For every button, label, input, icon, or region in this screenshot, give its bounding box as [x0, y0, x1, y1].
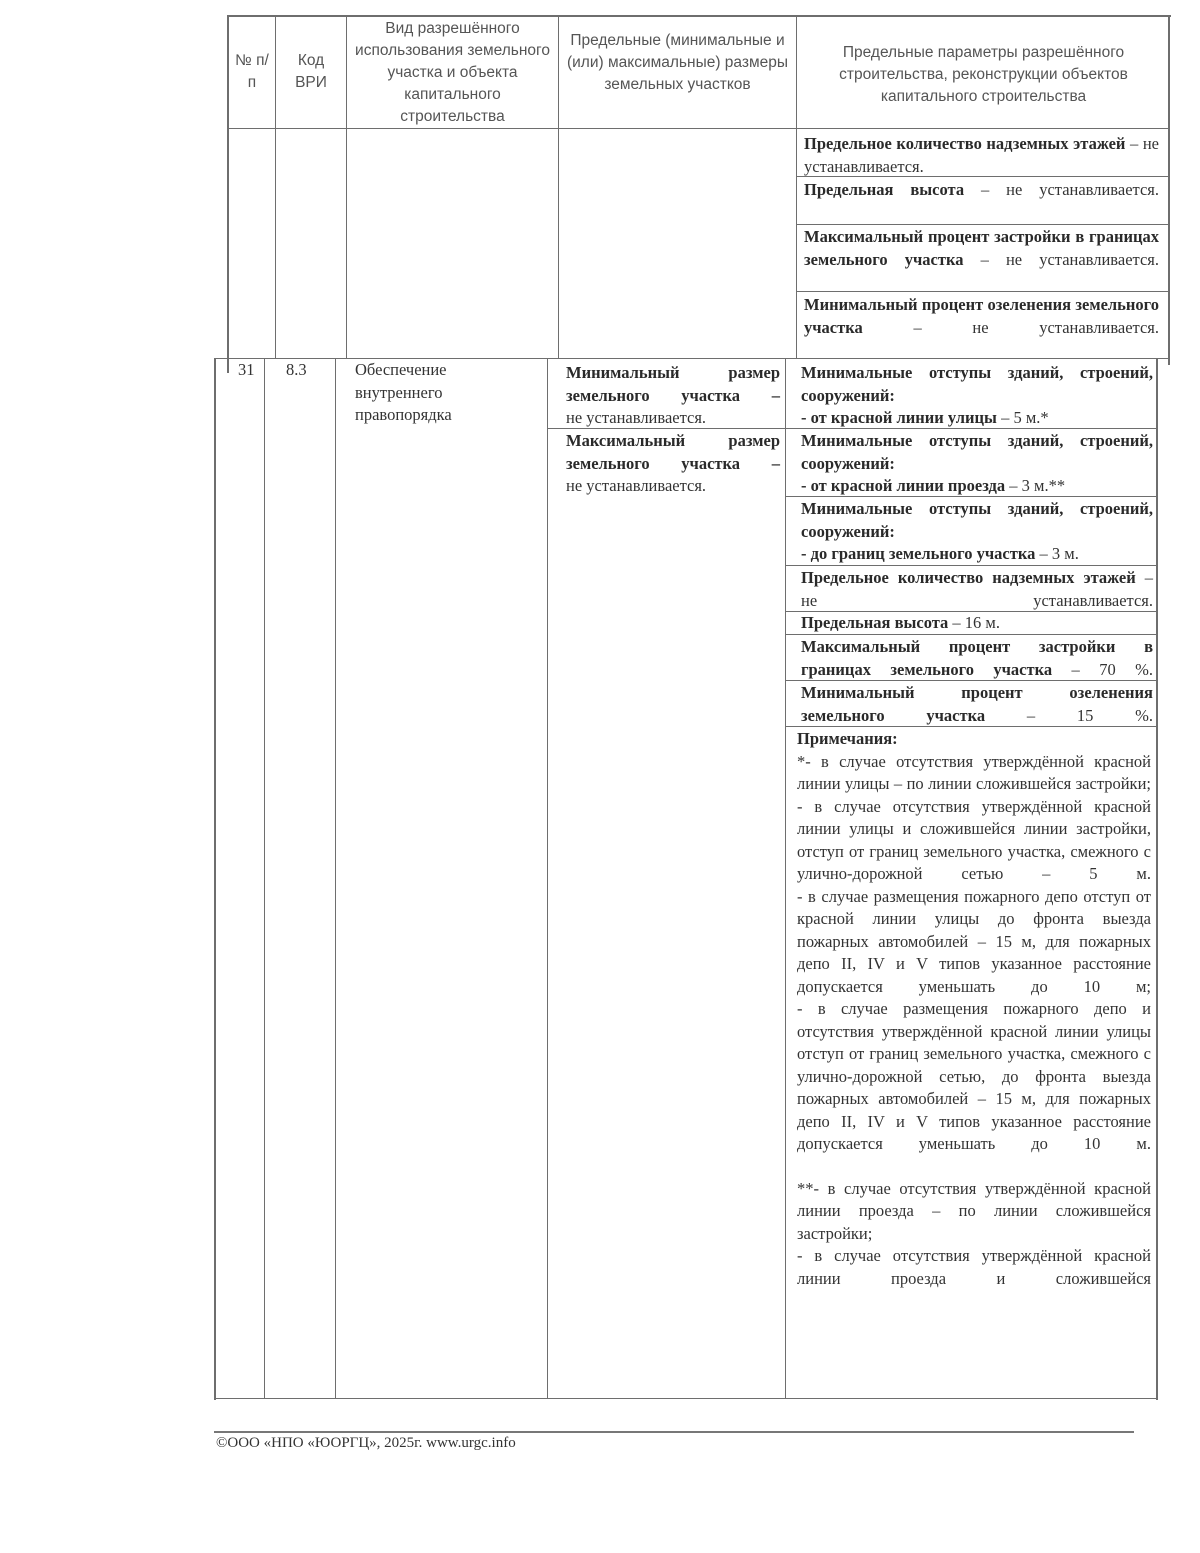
note-4: - в случае размещения пожарного депо и отсутствия утверждённой красной линии улицы отступ от границ земельного участка, смежного с улично-дорожной сетью, до фронта выезда пожарных автомобилей – 15 м, для пожарных депо II, IV и V типов указанное расстояние допускается уменьшать до 10 м. [797, 999, 1151, 1153]
row31-name [351, 359, 501, 427]
col-divider-2-lower [335, 358, 336, 1399]
row31-max-size [562, 430, 784, 498]
prev-param-floors-label: Предельное количество надземных этажей [804, 134, 1126, 153]
prev-param-floors [800, 133, 1163, 178]
prev-param-height-label: Предельная высота [804, 180, 965, 199]
note-5: **- в случае отсутствия утверждённой красной линии проезда – по линии сложившейся застройки; [797, 1178, 1151, 1243]
row31-num [234, 359, 264, 382]
row31-param2-sub-label: - от красной линии проезда [801, 476, 1006, 495]
prev-param-green-percent-label: Минимальный процент озеленения земельного участка [804, 295, 1159, 337]
note-6: - в случае отсутствия утверждённой красной линии проезда и сложившейся [797, 1246, 1151, 1288]
prev-param-floors-value: – не устанавливается. [804, 134, 1159, 176]
prev-param-green-percent [800, 294, 1163, 339]
row31-param7-value: – 15 %. [985, 705, 1153, 725]
row31-param2-label: Минимальные отступы зданий, строений, сооружений: [801, 431, 1153, 473]
header-params [797, 42, 1170, 108]
row31-max-size-value: не устанавливается. [566, 476, 707, 495]
header-code [276, 50, 346, 94]
col-divider-4-lower [785, 358, 786, 1399]
row31-param1-sub-label: - от красной линии улицы [801, 408, 997, 427]
row31-param-build-percent [797, 636, 1157, 681]
row31-code-text: 8.3 [286, 360, 307, 379]
row31-param-red-line-passage [797, 430, 1157, 498]
table-border-bottom [214, 1398, 1158, 1399]
row31-code [282, 359, 332, 382]
row31-param-plot-borders [797, 498, 1157, 566]
row31-max-size-label: Максимальный размер земельного участка – [566, 431, 780, 473]
row31-min-size [562, 362, 784, 430]
header-num [229, 50, 275, 94]
col-divider-1-lower [264, 358, 265, 1399]
prev-param-height-value: – не устанавливается. [964, 180, 1159, 199]
notes-title: Примечания: [797, 729, 898, 748]
row31-notes [793, 728, 1155, 1290]
row31-param3-label: Минимальные отступы зданий, строений, сооружений: [801, 499, 1153, 541]
table-border-left-lower [214, 358, 216, 1400]
row31-param-floors [797, 567, 1157, 612]
prev-param-build-percent-value: – не устанавливается. [963, 249, 1159, 269]
row31-param3-value: – 3 м. [1035, 544, 1079, 563]
note-3: - в случае размещения пожарного депо отступ от красной линии улицы до фронта выезда пожарных автомобилей – 15 м, для пожарных депо II, IV и V типов указанное расстояние допускается уменьшать до 10 м; [797, 886, 1151, 996]
row31-param-green-percent [797, 682, 1157, 727]
prev-param-height [800, 179, 1163, 202]
prev-param-green-percent-value: – не устанавливается. [862, 317, 1159, 337]
row31-param1-value: – 5 м.* [996, 408, 1049, 427]
row31-param6-value: – 70 %. [1052, 659, 1153, 679]
note-1: *- в случае отсутствия утверждённой красной линии улицы – по линии сложившейся застройки; [797, 751, 1151, 793]
row31-name-text: Обеспечение внутреннего правопорядка [355, 360, 452, 424]
header-bottom-line [227, 128, 1170, 129]
row31-param6-label: Максимальный процент застройки в границах земельного участка [801, 637, 1153, 679]
row31-param3-sub-label: - до границ земельного участка [801, 544, 1036, 563]
row31-param-height [797, 612, 1157, 635]
table-border-top [227, 15, 1171, 17]
prev-param-build-percent-label: Максимальный процент застройки в границах земельного участка [804, 227, 1159, 269]
prev-param-build-percent [800, 226, 1163, 271]
header-params-text: Предельные параметры разрешённого строительства, реконструкции объектов капитального строительства [839, 44, 1128, 105]
footer-divider [214, 1431, 1134, 1433]
row31-param5-label: Предельная высота [801, 613, 949, 632]
header-use-type [347, 18, 558, 128]
header-sizes-text: Предельные (минимальные и (или) максимальные) размеры земельных участков [566, 32, 789, 93]
footer-copyright: ©ООО «НПО «ЮОРГЦ», 2025г. www.urgc.info [216, 1435, 516, 1451]
note-2: - в случае отсутствия утверждённой красной линии улицы и сложившейся линии застройки, отступ от границ земельного участка, смежного с улично-дорожной сетью – 5 м. [797, 796, 1151, 883]
row31-param4-value: – не устанавливается. [801, 568, 1153, 610]
row31-min-size-value: не устанавливается. [566, 408, 707, 427]
col-divider-3-lower [547, 358, 548, 1399]
row31-param2-value: – 3 м.** [1005, 476, 1066, 495]
row31-param5-value: – 16 м. [948, 613, 1000, 632]
row31-param4-label: Предельное количество надземных этажей [801, 568, 1136, 587]
header-code-text: Код ВРИ [295, 52, 327, 91]
row31-param1-label: Минимальные отступы зданий, строений, сооружений: [801, 363, 1153, 405]
row31-param-red-line-street [797, 362, 1157, 430]
row31-param7-label: Минимальный процент озеленения земельного участка [801, 683, 1153, 725]
row31-min-size-label: Минимальный размер земельного участка – [566, 363, 780, 405]
param-sep-c [796, 291, 1170, 292]
header-sizes [559, 30, 796, 96]
header-num-text: № п/п [235, 52, 269, 91]
row31-num-text: 31 [238, 360, 255, 379]
header-use-type-text: Вид разрешённого использования земельного участка и объекта капитального строительства [355, 20, 550, 125]
param-sep-b [796, 224, 1170, 225]
